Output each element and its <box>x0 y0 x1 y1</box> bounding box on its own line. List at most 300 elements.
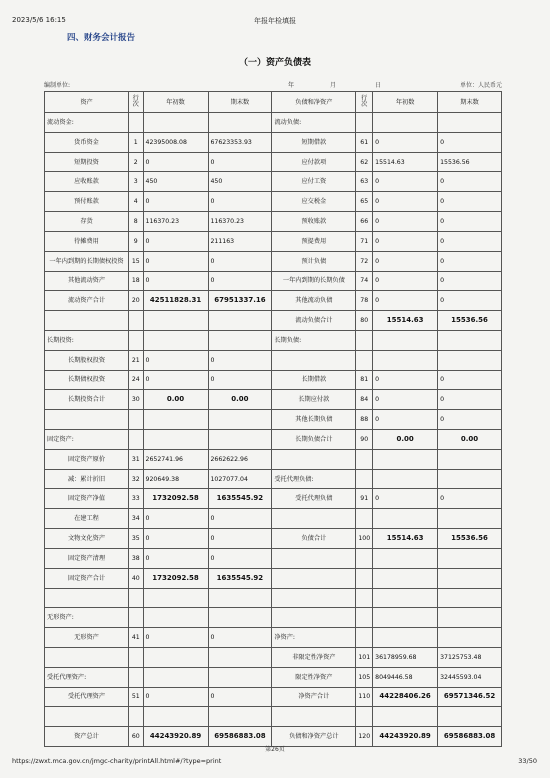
amount-cell: 0 <box>143 152 208 172</box>
line-number: 88 <box>356 410 373 430</box>
line-number: 63 <box>356 172 373 192</box>
line-number: 9 <box>129 231 144 251</box>
amount-cell: 0 <box>373 489 438 509</box>
item-label: 应收账款 <box>45 172 129 192</box>
table-row <box>45 330 502 350</box>
table-row <box>45 192 502 212</box>
item-label <box>45 410 129 430</box>
line-number: 90 <box>356 430 373 450</box>
table-row <box>45 172 502 192</box>
line-number <box>129 588 144 608</box>
amount-cell: 1732092.58 <box>143 568 208 588</box>
year-label: 年 <box>288 82 295 89</box>
item-label: 流动资产合计 <box>45 291 129 311</box>
table-row <box>45 588 502 608</box>
item-label: 受托代理负债 <box>272 489 356 509</box>
amount-cell: 0 <box>143 271 208 291</box>
amount-cell: 0 <box>438 231 502 251</box>
item-label: 货币资金 <box>45 132 129 152</box>
amount-cell <box>373 548 438 568</box>
amount-cell: 15514.63 <box>373 152 438 172</box>
amount-cell <box>373 568 438 588</box>
amount-cell: 0 <box>143 687 208 707</box>
amount-cell: 0 <box>373 231 438 251</box>
amount-cell: 920649.38 <box>143 469 208 489</box>
table-row <box>45 390 502 410</box>
amount-cell: 0 <box>208 192 272 212</box>
item-label: 一年内到期的长期负债 <box>272 271 356 291</box>
item-label: 非限定性净资产 <box>272 647 356 667</box>
amount-cell: 0 <box>208 271 272 291</box>
amount-cell: 0 <box>438 410 502 430</box>
amount-cell: 0 <box>208 548 272 568</box>
section-label: 流动资金: <box>45 113 129 133</box>
line-number: 3 <box>129 172 144 192</box>
item-label: 受托代理资产 <box>45 687 129 707</box>
line-number <box>356 449 373 469</box>
table-row <box>45 113 502 133</box>
amount-cell: 0 <box>143 548 208 568</box>
item-label: 固定资产清理 <box>45 548 129 568</box>
amount-cell <box>373 628 438 648</box>
line-number <box>129 311 144 331</box>
line-number <box>356 548 373 568</box>
line-number <box>129 608 144 628</box>
section-label: 受托代理资产: <box>45 667 129 687</box>
table-row <box>45 350 502 370</box>
item-label <box>272 449 356 469</box>
item-label: 固定资产净值 <box>45 489 129 509</box>
item-label: 预收账款 <box>272 212 356 232</box>
amount-cell: 0.00 <box>143 390 208 410</box>
amount-cell: 0 <box>143 628 208 648</box>
line-number: 2 <box>129 152 144 172</box>
line-number: 40 <box>129 568 144 588</box>
amount-cell <box>143 707 208 727</box>
amount-cell <box>438 568 502 588</box>
amount-cell: 0 <box>438 489 502 509</box>
print-title: 年报年检填报 <box>254 17 296 25</box>
table-row <box>45 489 502 509</box>
item-label <box>272 707 356 727</box>
line-number: 105 <box>356 667 373 687</box>
balance-sheet-table <box>44 91 502 747</box>
item-label: 其他流动资产 <box>45 271 129 291</box>
table-row <box>45 529 502 549</box>
column-header: 负债和净资产 <box>272 92 356 113</box>
line-number <box>356 350 373 370</box>
table-row <box>45 430 502 450</box>
table-row <box>45 687 502 707</box>
amount-cell: 0 <box>373 390 438 410</box>
item-label: 短期投资 <box>45 152 129 172</box>
amount-cell: 1635545.92 <box>208 489 272 509</box>
line-number: 21 <box>129 350 144 370</box>
amount-cell: 0 <box>208 687 272 707</box>
amount-cell: 0 <box>438 172 502 192</box>
line-number: 32 <box>129 469 144 489</box>
line-number: 33 <box>129 489 144 509</box>
amount-cell: 15514.63 <box>373 311 438 331</box>
line-number: 62 <box>356 152 373 172</box>
line-number: 78 <box>356 291 373 311</box>
item-label: 无形资产 <box>45 628 129 648</box>
item-label: 长期负债合计 <box>272 430 356 450</box>
table-row <box>45 231 502 251</box>
amount-cell <box>143 410 208 430</box>
column-header: 行次 <box>129 92 144 113</box>
table-header-row <box>45 92 502 113</box>
item-label: 长期股权投资 <box>45 350 129 370</box>
section-label: 流动负债: <box>272 113 356 133</box>
amount-cell: 44228406.26 <box>373 687 438 707</box>
amount-cell <box>373 509 438 529</box>
amount-cell: 36178959.68 <box>373 647 438 667</box>
line-number: 74 <box>356 271 373 291</box>
amount-cell: 0 <box>438 192 502 212</box>
table-row <box>45 707 502 727</box>
item-label: 待摊费用 <box>45 231 129 251</box>
table-row <box>45 667 502 687</box>
amount-cell: 0 <box>438 370 502 390</box>
line-number: 72 <box>356 251 373 271</box>
item-label: 长期借款 <box>272 370 356 390</box>
amount-cell <box>438 350 502 370</box>
line-number: 8 <box>129 212 144 232</box>
amount-cell: 44243920.89 <box>143 727 208 747</box>
section-label: 无形资产: <box>45 608 129 628</box>
item-label: 长期投资合计 <box>45 390 129 410</box>
column-header: 年初数 <box>373 92 438 113</box>
table-row <box>45 469 502 489</box>
amount-cell: 0 <box>373 271 438 291</box>
amount-cell: 0 <box>208 350 272 370</box>
amount-cell: 0 <box>208 370 272 390</box>
amount-cell: 37125753.48 <box>438 647 502 667</box>
item-label: 长期债权投资 <box>45 370 129 390</box>
amount-cell <box>143 430 208 450</box>
amount-cell: 0 <box>208 628 272 648</box>
line-number: 91 <box>356 489 373 509</box>
amount-cell: 0 <box>373 291 438 311</box>
amount-cell: 0 <box>143 231 208 251</box>
line-number <box>356 568 373 588</box>
amount-cell: 0 <box>373 172 438 192</box>
column-header: 年初数 <box>143 92 208 113</box>
amount-cell <box>208 311 272 331</box>
item-label <box>45 707 129 727</box>
line-number <box>129 430 144 450</box>
amount-cell <box>438 588 502 608</box>
item-label: 存货 <box>45 212 129 232</box>
amount-cell <box>143 311 208 331</box>
amount-cell: 1027077.04 <box>208 469 272 489</box>
amount-cell <box>373 350 438 370</box>
amount-cell <box>438 469 502 489</box>
line-number: 35 <box>129 529 144 549</box>
amount-cell: 2662622.96 <box>208 449 272 469</box>
table-title: （一）资产负债表 <box>238 58 311 68</box>
amount-cell <box>208 647 272 667</box>
amount-cell <box>208 667 272 687</box>
item-label: 流动负债合计 <box>272 311 356 331</box>
table-row <box>45 251 502 271</box>
amount-cell: 67623353.93 <box>208 132 272 152</box>
line-number: 24 <box>129 370 144 390</box>
item-label: 应付款项 <box>272 152 356 172</box>
amount-cell <box>438 330 502 350</box>
line-number: 31 <box>129 449 144 469</box>
amount-cell <box>373 588 438 608</box>
item-label: 预计负债 <box>272 251 356 271</box>
item-label: 短期借款 <box>272 132 356 152</box>
line-number: 81 <box>356 370 373 390</box>
item-label <box>272 608 356 628</box>
amount-cell: 450 <box>208 172 272 192</box>
amount-cell: 0 <box>438 132 502 152</box>
item-label: 应交税金 <box>272 192 356 212</box>
amount-cell <box>438 608 502 628</box>
amount-cell: 0.00 <box>438 430 502 450</box>
table-row <box>45 311 502 331</box>
amount-cell: 0 <box>438 251 502 271</box>
table-row <box>45 628 502 648</box>
section-label: 受托代理负债: <box>272 469 356 489</box>
item-label <box>45 311 129 331</box>
item-label <box>272 509 356 529</box>
amount-cell <box>438 548 502 568</box>
month-label: 月 <box>330 82 337 89</box>
line-number: 4 <box>129 192 144 212</box>
line-number: 110 <box>356 687 373 707</box>
item-label <box>45 647 129 667</box>
section-label: 长期投资: <box>45 330 129 350</box>
amount-cell: 0 <box>373 212 438 232</box>
amount-cell <box>373 330 438 350</box>
item-label <box>272 588 356 608</box>
table-row <box>45 647 502 667</box>
amount-cell: 0 <box>373 410 438 430</box>
amount-cell <box>143 667 208 687</box>
amount-cell: 42395008.08 <box>143 132 208 152</box>
line-number: 61 <box>356 132 373 152</box>
item-label <box>272 350 356 370</box>
line-number <box>129 330 144 350</box>
item-label: 固定资产合计 <box>45 568 129 588</box>
amount-cell: 0 <box>373 192 438 212</box>
amount-cell <box>143 330 208 350</box>
amount-cell <box>143 647 208 667</box>
amount-cell: 0 <box>438 291 502 311</box>
column-header: 行次 <box>356 92 373 113</box>
item-label: 减：累计折旧 <box>45 469 129 489</box>
item-label: 长期应付款 <box>272 390 356 410</box>
item-label: 资产总计 <box>45 727 129 747</box>
table-row <box>45 152 502 172</box>
table-row <box>45 370 502 390</box>
page-count: 33/50 <box>518 757 537 765</box>
line-number: 66 <box>356 212 373 232</box>
section-label: 长期负债: <box>272 330 356 350</box>
table-row <box>45 509 502 529</box>
line-number <box>356 469 373 489</box>
amount-cell: 0 <box>373 370 438 390</box>
amount-cell: 69586883.08 <box>438 727 502 747</box>
unit-label: 编制单位: <box>44 82 71 89</box>
amount-cell <box>208 588 272 608</box>
amount-cell: 0 <box>143 192 208 212</box>
amount-cell: 1732092.58 <box>143 489 208 509</box>
amount-cell: 0 <box>373 132 438 152</box>
day-label: 日 <box>375 82 382 89</box>
amount-cell <box>143 608 208 628</box>
item-label: 其他长期负债 <box>272 410 356 430</box>
amount-cell: 0 <box>208 251 272 271</box>
line-number <box>356 588 373 608</box>
amount-cell <box>438 113 502 133</box>
column-header: 资产 <box>45 92 129 113</box>
amount-cell: 15536.56 <box>438 311 502 331</box>
item-label: 应付工资 <box>272 172 356 192</box>
amount-cell <box>143 588 208 608</box>
line-number <box>356 113 373 133</box>
amount-cell: 0.00 <box>373 430 438 450</box>
amount-cell: 0 <box>143 370 208 390</box>
item-label: 固定资产原价 <box>45 449 129 469</box>
table-row <box>45 568 502 588</box>
line-number: 65 <box>356 192 373 212</box>
amount-cell: 0 <box>438 390 502 410</box>
amount-cell <box>208 330 272 350</box>
item-label <box>45 588 129 608</box>
amount-cell: 0 <box>373 251 438 271</box>
table-row <box>45 291 502 311</box>
section-label: 固定资产: <box>45 430 129 450</box>
amount-cell: 0 <box>143 529 208 549</box>
amount-cell: 0 <box>208 152 272 172</box>
amount-cell: 15514.63 <box>373 529 438 549</box>
line-number: 100 <box>356 529 373 549</box>
line-number <box>356 608 373 628</box>
amount-cell <box>373 608 438 628</box>
amount-cell: 0 <box>143 251 208 271</box>
amount-cell: 1635545.92 <box>208 568 272 588</box>
item-label: 预提费用 <box>272 231 356 251</box>
amount-cell: 15536.56 <box>438 529 502 549</box>
amount-cell <box>373 449 438 469</box>
amount-cell <box>208 410 272 430</box>
table-row <box>45 608 502 628</box>
amount-cell: 0 <box>143 350 208 370</box>
line-number: 18 <box>129 271 144 291</box>
page-url: https://zwxt.mca.gov.cn/jmgc-charity/printAll.html#/?type=print <box>12 757 222 765</box>
line-number: 84 <box>356 390 373 410</box>
table-row <box>45 271 502 291</box>
amount-cell <box>373 469 438 489</box>
item-label: 预付账款 <box>45 192 129 212</box>
page-label: 第26页 <box>265 746 285 753</box>
line-number <box>129 647 144 667</box>
section-title: 四、财务会计报告 <box>67 33 136 43</box>
line-number: 101 <box>356 647 373 667</box>
amount-cell <box>208 430 272 450</box>
amount-cell: 8049446.58 <box>373 667 438 687</box>
item-label <box>272 568 356 588</box>
item-label: 一年内到期的长期债权投资 <box>45 251 129 271</box>
item-label: 净资产合计 <box>272 687 356 707</box>
amount-cell: 0.00 <box>208 390 272 410</box>
line-number: 80 <box>356 311 373 331</box>
amount-cell: 450 <box>143 172 208 192</box>
table-row <box>45 449 502 469</box>
table-row <box>45 132 502 152</box>
line-number <box>129 410 144 430</box>
line-number <box>129 707 144 727</box>
amount-cell <box>208 113 272 133</box>
line-number <box>356 628 373 648</box>
line-number: 1 <box>129 132 144 152</box>
amount-cell: 32445593.04 <box>438 667 502 687</box>
line-number: 60 <box>129 727 144 747</box>
item-label: 在建工程 <box>45 509 129 529</box>
table-row <box>45 410 502 430</box>
amount-cell <box>438 707 502 727</box>
line-number: 120 <box>356 727 373 747</box>
line-number: 34 <box>129 509 144 529</box>
line-number <box>356 330 373 350</box>
currency-label: 单位：人民币元 <box>459 82 502 89</box>
amount-cell: 0 <box>208 529 272 549</box>
column-header: 期末数 <box>438 92 502 113</box>
amount-cell: 0 <box>143 509 208 529</box>
line-number <box>356 707 373 727</box>
amount-cell <box>438 628 502 648</box>
line-number <box>129 113 144 133</box>
line-number: 15 <box>129 251 144 271</box>
amount-cell: 44243920.89 <box>373 727 438 747</box>
line-number <box>129 667 144 687</box>
section-label: 净资产: <box>272 628 356 648</box>
amount-cell: 67951337.16 <box>208 291 272 311</box>
amount-cell: 116370.23 <box>208 212 272 232</box>
amount-cell <box>208 608 272 628</box>
item-label: 负债合计 <box>272 529 356 549</box>
amount-cell: 69586883.08 <box>208 727 272 747</box>
item-label: 限定性净资产 <box>272 667 356 687</box>
amount-cell <box>373 707 438 727</box>
amount-cell <box>208 707 272 727</box>
line-number: 38 <box>129 548 144 568</box>
amount-cell: 42511828.31 <box>143 291 208 311</box>
item-label: 负债和净资产总计 <box>272 727 356 747</box>
amount-cell: 15536.56 <box>438 152 502 172</box>
column-header: 期末数 <box>208 92 272 113</box>
item-label: 其他流动负债 <box>272 291 356 311</box>
line-number: 41 <box>129 628 144 648</box>
line-number: 51 <box>129 687 144 707</box>
table-row <box>45 548 502 568</box>
amount-cell: 211163 <box>208 231 272 251</box>
amount-cell <box>438 509 502 529</box>
amount-cell: 0 <box>438 212 502 232</box>
line-number: 20 <box>129 291 144 311</box>
amount-cell: 69571346.52 <box>438 687 502 707</box>
amount-cell <box>373 113 438 133</box>
amount-cell: 116370.23 <box>143 212 208 232</box>
amount-cell <box>438 449 502 469</box>
amount-cell: 0 <box>438 271 502 291</box>
amount-cell: 0 <box>208 509 272 529</box>
